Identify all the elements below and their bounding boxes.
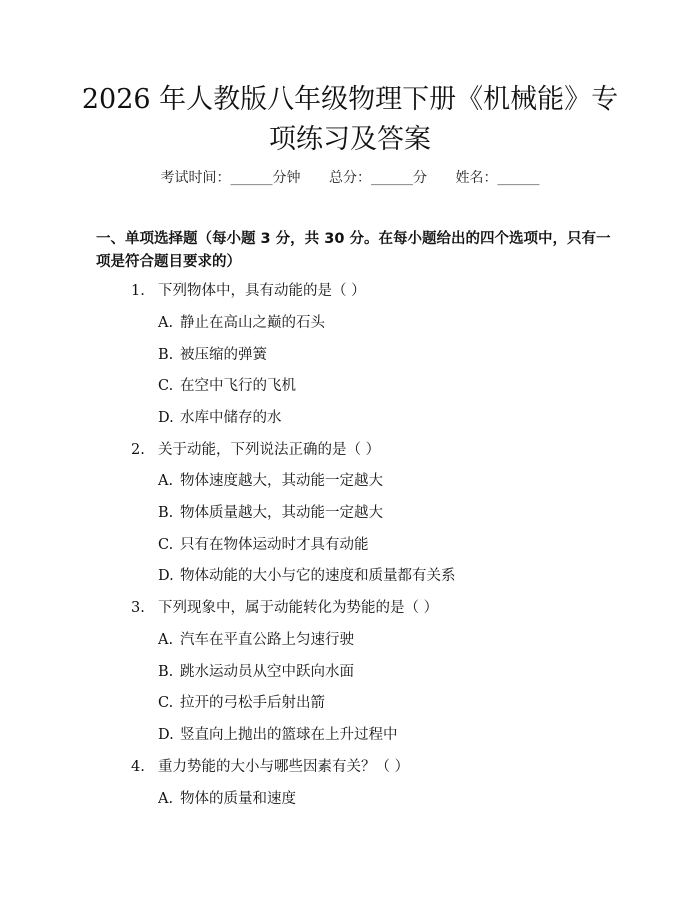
question-text: 关于动能，下列说法正确的是（ ） [158, 442, 381, 458]
question-2-option-a[interactable] [158, 471, 383, 491]
student-name-field [455, 170, 539, 186]
exam-time-unit: 分钟 [272, 170, 301, 186]
option-letter: D. [158, 410, 174, 426]
question-2-option-d[interactable] [158, 566, 456, 586]
question-number: 1. [131, 283, 145, 299]
option-letter: B. [158, 347, 174, 363]
exam-time-field [161, 170, 301, 186]
exam-time-blank[interactable]: ______ [230, 170, 273, 186]
option-letter: B. [158, 505, 174, 521]
option-text: 跳水运动员从空中跃向水面 [180, 664, 354, 680]
option-text: 汽车在平直公路上匀速行驶 [180, 632, 354, 648]
question-1-option-c[interactable] [158, 376, 296, 396]
student-name-label: 姓名： [455, 170, 498, 186]
exam-meta-row [0, 168, 700, 188]
question-1-option-d[interactable] [158, 408, 282, 428]
option-text: 静止在高山之巅的石头 [180, 315, 325, 331]
question-1-option-a[interactable] [158, 313, 325, 333]
option-letter: D. [158, 568, 174, 584]
option-text: 物体动能的大小与它的速度和质量都有关系 [180, 568, 456, 584]
question-4-option-a[interactable] [158, 789, 296, 809]
total-score-field [329, 170, 427, 186]
option-text: 物体速度越大，其动能一定越大 [180, 473, 383, 489]
question-text: 下列物体中，具有动能的是（ ） [158, 283, 366, 299]
question-text: 下列现象中，属于动能转化为势能的是（ ） [158, 600, 439, 616]
question-number: 3. [131, 600, 145, 616]
student-name-blank[interactable]: ______ [497, 170, 540, 186]
option-text: 竖直向上抛出的篮球在上升过程中 [180, 727, 398, 743]
total-score-blank[interactable]: ______ [371, 170, 413, 186]
question-4 [131, 757, 409, 777]
option-letter: B. [158, 664, 174, 680]
option-text: 只有在物体运动时才具有动能 [180, 537, 369, 553]
option-letter: A. [158, 632, 174, 648]
total-score-unit: 分 [413, 170, 427, 186]
question-3 [131, 598, 438, 618]
question-2-option-c[interactable] [158, 535, 369, 555]
question-3-option-c[interactable] [158, 693, 325, 713]
option-text: 水库中储存的水 [180, 410, 282, 426]
page-title-line-2: 项练习及答案 [269, 124, 431, 155]
option-text: 在空中飞行的飞机 [180, 378, 296, 394]
option-text: 被压缩的弹簧 [180, 347, 267, 363]
question-2-option-b[interactable] [158, 503, 383, 523]
total-score-label: 总分： [329, 170, 371, 186]
question-3-option-d[interactable] [158, 725, 398, 745]
option-letter: C. [158, 537, 174, 553]
question-1-option-b[interactable] [158, 345, 267, 365]
option-text: 物体的质量和速度 [180, 791, 296, 807]
question-3-option-b[interactable] [158, 662, 354, 682]
question-1 [131, 281, 366, 301]
section-heading: 一、单项选择题（每小题 3 分，共 30 分。在每小题给出的四个选项中，只有一项是符合题目要求的） [96, 231, 611, 270]
exam-time-label: 考试时间： [160, 170, 231, 186]
page-title-line-1: 2026 年人教版八年级物理下册《机械能》专 [81, 84, 619, 115]
option-letter: C. [158, 695, 174, 711]
question-number: 4. [131, 759, 145, 775]
option-letter: D. [158, 727, 174, 743]
question-text: 重力势能的大小与哪些因素有关？（ ） [158, 759, 410, 775]
option-letter: A. [158, 473, 174, 489]
option-letter: A. [158, 791, 174, 807]
option-letter: A. [158, 315, 174, 331]
option-text: 物体质量越大，其动能一定越大 [180, 505, 383, 521]
question-2 [131, 440, 380, 460]
option-text: 拉开的弓松手后射出箭 [180, 695, 325, 711]
question-number: 2. [131, 442, 145, 458]
question-3-option-a[interactable] [158, 630, 354, 650]
option-letter: C. [158, 378, 174, 394]
